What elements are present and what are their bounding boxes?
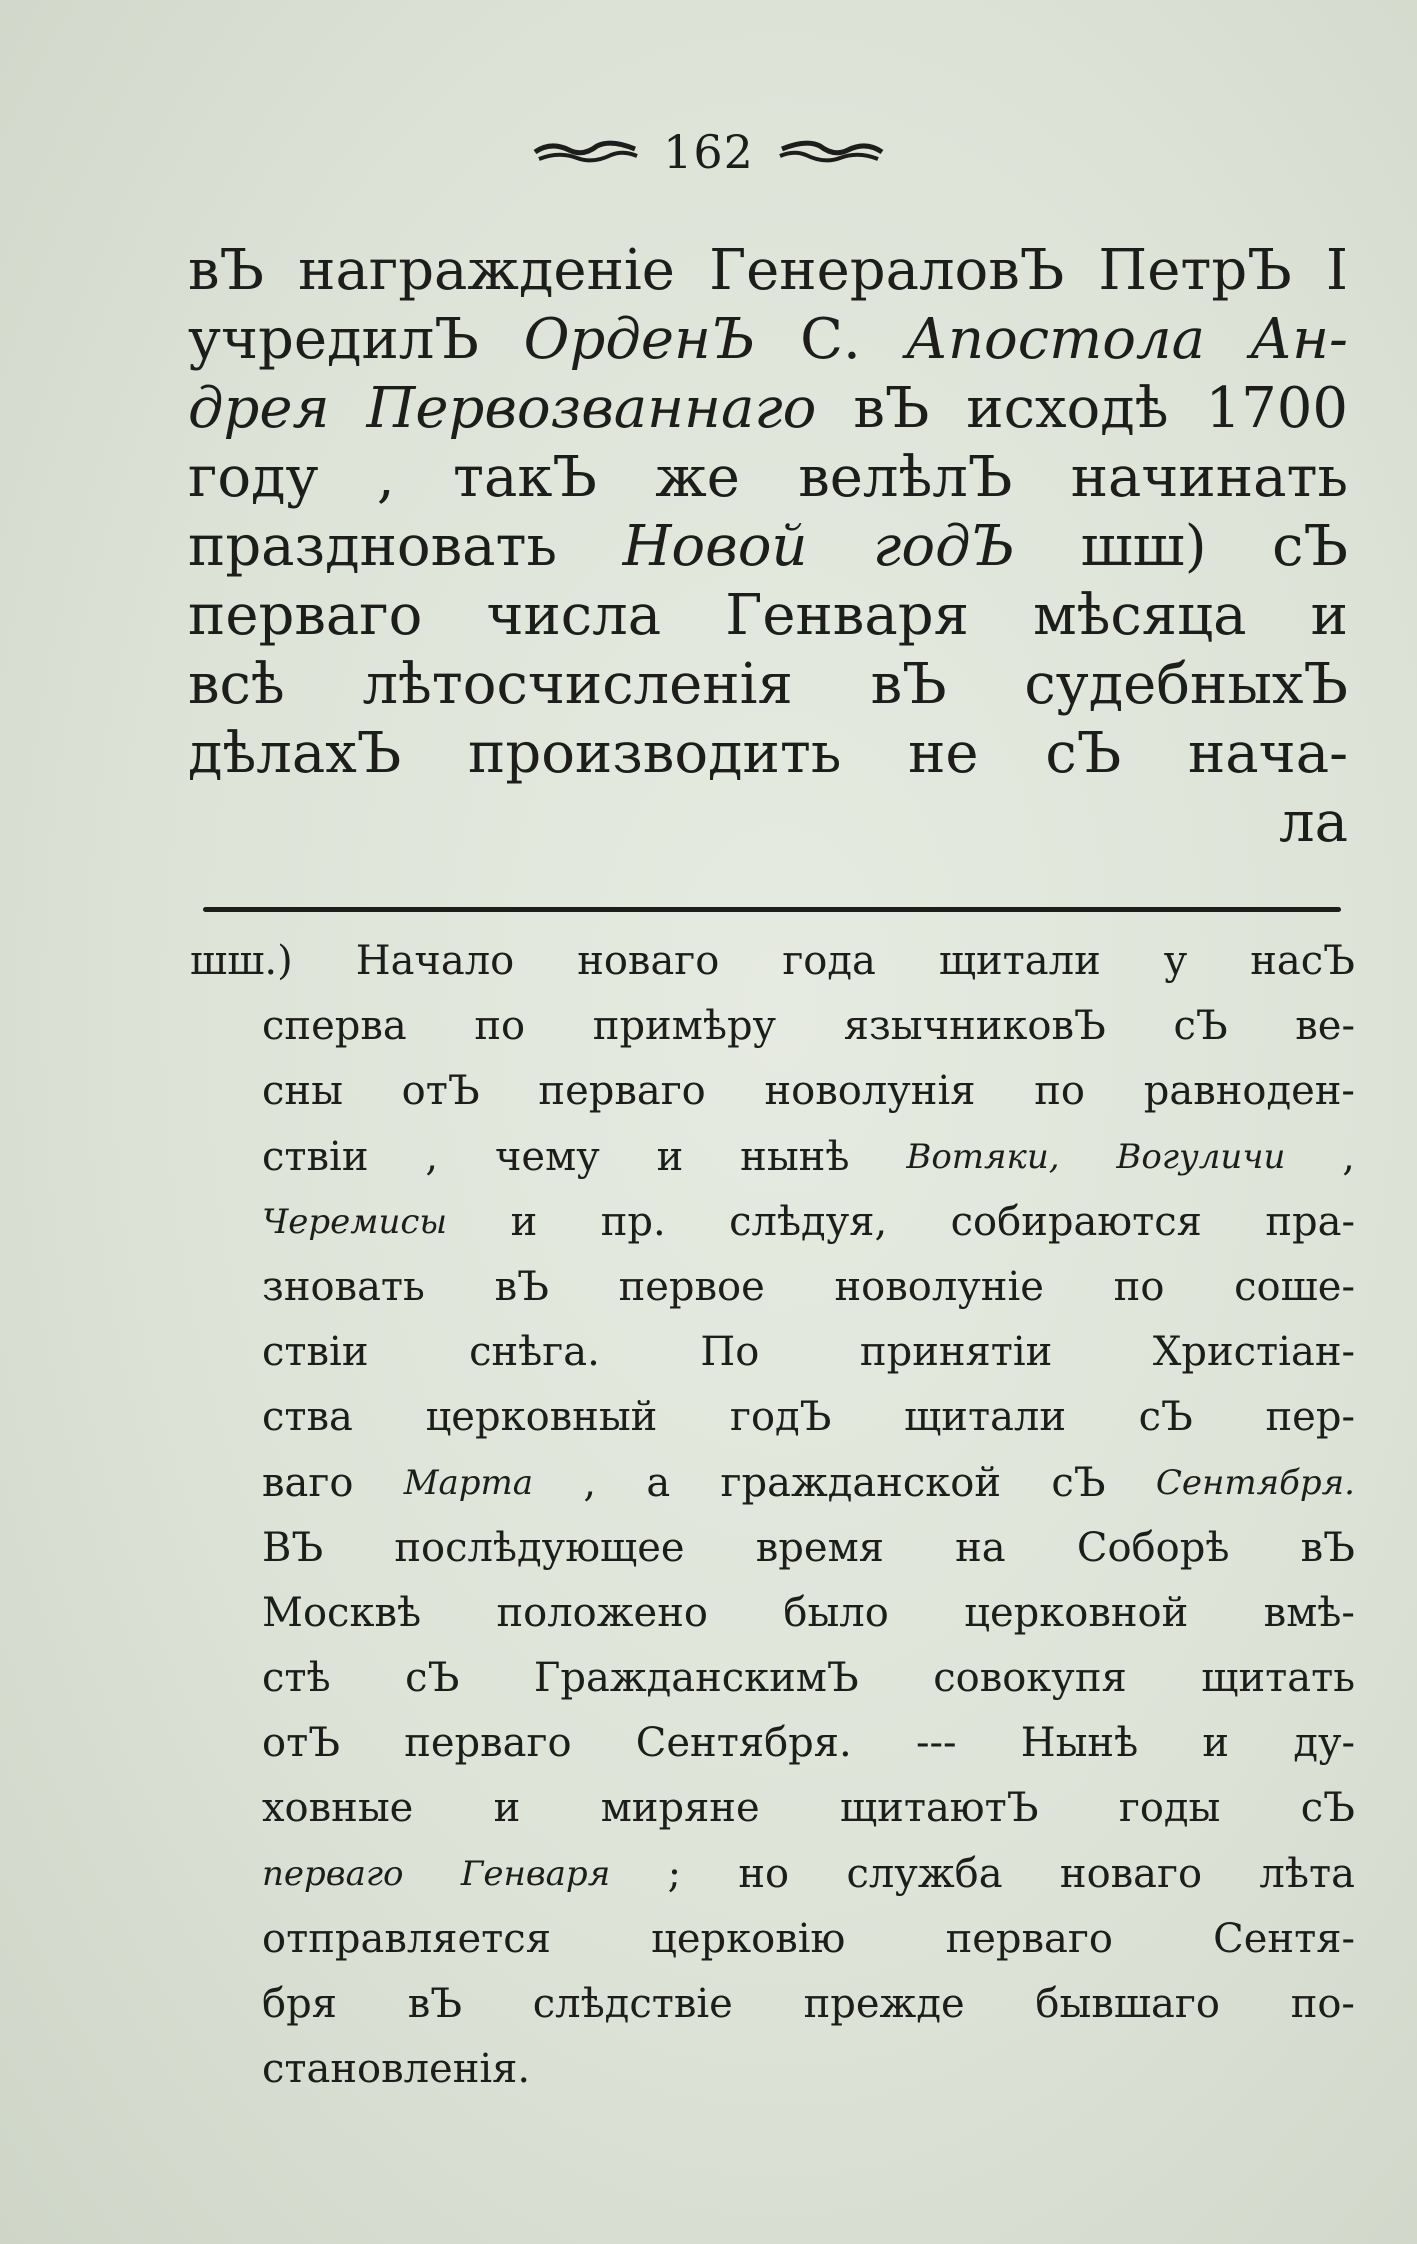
word: мѣсяца bbox=[1033, 583, 1247, 648]
word: ГенераловЪ bbox=[709, 238, 1065, 303]
word: насЪ bbox=[1250, 938, 1355, 984]
footnote bbox=[190, 929, 1355, 2102]
footnote-line bbox=[190, 1385, 1355, 1450]
word: перваго bbox=[945, 1915, 1113, 1962]
word-italic: дрея bbox=[188, 376, 330, 441]
text-line bbox=[188, 512, 1348, 581]
word: новолуніе bbox=[834, 1263, 1044, 1310]
footnote-line bbox=[190, 994, 1355, 1059]
word: Сентя- bbox=[1213, 1915, 1355, 1962]
word: вмѣ- bbox=[1263, 1589, 1355, 1636]
word: производить bbox=[468, 721, 842, 786]
word-italic: Генваря bbox=[460, 1853, 611, 1894]
word: церковію bbox=[651, 1915, 846, 1962]
footnote-marker: шш.) bbox=[190, 938, 293, 984]
word: ствіи bbox=[262, 1133, 369, 1180]
word: щитаютЪ bbox=[839, 1785, 1039, 1832]
footnote-line bbox=[190, 1646, 1355, 1711]
text-line bbox=[188, 236, 1348, 305]
footnote-ref: шш) bbox=[1080, 514, 1207, 579]
text-line bbox=[188, 305, 1348, 374]
right-ornament-icon bbox=[776, 137, 886, 167]
word: а bbox=[646, 1459, 671, 1506]
word: всѣ bbox=[188, 652, 285, 717]
word: Начало bbox=[355, 938, 515, 984]
word: слѣдствіе bbox=[532, 1981, 733, 2027]
word-italic: Первозваннаго bbox=[366, 376, 817, 441]
word-italic: Вотяки, bbox=[906, 1136, 1060, 1177]
word: примѣру bbox=[592, 1003, 777, 1050]
word: исходѣ bbox=[966, 376, 1169, 441]
footnote-divider bbox=[203, 907, 1341, 912]
word: С. bbox=[800, 307, 861, 372]
word: зновать bbox=[262, 1263, 425, 1310]
footnote-line bbox=[190, 1255, 1355, 1320]
word: и bbox=[1202, 1720, 1230, 1767]
word: вЪ bbox=[188, 238, 265, 303]
word: лѣта bbox=[1259, 1850, 1355, 1897]
word: и bbox=[656, 1133, 684, 1180]
word: , bbox=[1342, 1133, 1355, 1180]
word-italic: Новой bbox=[622, 514, 808, 579]
word: по- bbox=[1290, 1981, 1355, 2027]
word: щитали bbox=[938, 938, 1101, 984]
word: годЪ bbox=[729, 1394, 832, 1441]
word: начинать bbox=[1070, 445, 1348, 510]
word: сперва bbox=[262, 1003, 407, 1050]
word: перваго bbox=[404, 1720, 572, 1767]
word: вЪ bbox=[494, 1263, 549, 1310]
word: и bbox=[510, 1198, 538, 1245]
footnote-line bbox=[190, 1711, 1355, 1776]
word: первое bbox=[618, 1263, 765, 1310]
footnote-line bbox=[190, 1776, 1355, 1841]
page-header bbox=[0, 122, 1417, 182]
word: года bbox=[782, 938, 876, 984]
word: новаго bbox=[1059, 1850, 1203, 1897]
word: язычниковЪ bbox=[843, 1003, 1106, 1050]
word: но bbox=[738, 1850, 790, 1897]
word: сЪ bbox=[1045, 721, 1122, 786]
word: щитать bbox=[1201, 1655, 1355, 1702]
word: , bbox=[376, 445, 395, 510]
footnote-line bbox=[190, 1125, 1355, 1190]
footnote-line bbox=[190, 1972, 1355, 2037]
footnote-line bbox=[190, 1451, 1355, 1516]
word: и bbox=[1310, 583, 1348, 648]
catchword: ла bbox=[1279, 790, 1348, 855]
word: судебныхЪ bbox=[1024, 652, 1348, 717]
word: пр. bbox=[600, 1198, 666, 1245]
word: по bbox=[1034, 1068, 1085, 1115]
word: и bbox=[493, 1785, 521, 1832]
word: Москвѣ bbox=[262, 1589, 422, 1636]
word: время bbox=[755, 1524, 884, 1571]
word: послѣдующее bbox=[394, 1524, 685, 1571]
word: слѣдуя, bbox=[729, 1198, 888, 1245]
word: перваго bbox=[188, 583, 423, 648]
word: по bbox=[1113, 1263, 1165, 1310]
word: нача- bbox=[1187, 721, 1348, 786]
dash: --- bbox=[915, 1720, 957, 1767]
word: сЪ bbox=[1051, 1459, 1106, 1506]
word: совокупя bbox=[933, 1655, 1127, 1702]
word: положено bbox=[496, 1589, 708, 1636]
word-italic: Апостола bbox=[905, 307, 1205, 372]
word: же bbox=[655, 445, 740, 510]
word: ду- bbox=[1293, 1720, 1355, 1767]
word: вЪ bbox=[870, 652, 947, 717]
word: I bbox=[1325, 238, 1348, 303]
word: бывшаго bbox=[1035, 1981, 1220, 2027]
word: нынѣ bbox=[740, 1133, 850, 1180]
word: дѣлахЪ bbox=[188, 721, 402, 786]
word: становленія. bbox=[262, 2046, 531, 2093]
word-italic: Черемисы bbox=[262, 1201, 448, 1242]
footnote-line bbox=[190, 929, 1355, 994]
word: Сентября. bbox=[635, 1720, 852, 1767]
word: миряне bbox=[600, 1785, 760, 1832]
main-text bbox=[188, 236, 1348, 857]
word: , bbox=[583, 1459, 597, 1506]
word: вЪ bbox=[853, 376, 930, 441]
word: прежде bbox=[803, 1981, 965, 2027]
footnote-line bbox=[190, 1581, 1355, 1646]
word: учредилЪ bbox=[188, 307, 479, 372]
word: ховные bbox=[262, 1785, 414, 1832]
word: пра- bbox=[1265, 1198, 1355, 1245]
word: сЪ bbox=[1272, 514, 1348, 579]
word: перваго bbox=[538, 1068, 706, 1115]
word: собираются bbox=[950, 1198, 1202, 1245]
word: отЪ bbox=[262, 1720, 340, 1767]
word-italic: годЪ bbox=[873, 514, 1016, 579]
word: стѣ bbox=[262, 1655, 331, 1702]
word-italic: перваго bbox=[262, 1853, 404, 1894]
word: снѣга. bbox=[469, 1329, 600, 1376]
word: служба bbox=[846, 1850, 1003, 1897]
footnote-line bbox=[190, 1320, 1355, 1385]
word: отправляется bbox=[262, 1915, 551, 1962]
word: ства bbox=[262, 1394, 353, 1441]
text-line bbox=[188, 719, 1348, 788]
word: церковной bbox=[964, 1589, 1189, 1636]
text-line bbox=[188, 443, 1348, 512]
word: 1700 bbox=[1205, 376, 1348, 441]
word-italic: Вогуличи bbox=[1116, 1136, 1286, 1177]
word: Генваря bbox=[725, 583, 969, 648]
word: сЪ bbox=[1138, 1394, 1193, 1441]
word: сны bbox=[262, 1068, 343, 1115]
word: равноден- bbox=[1143, 1068, 1355, 1115]
text-line bbox=[188, 374, 1348, 443]
word: Нынѣ bbox=[1020, 1720, 1139, 1767]
word: награжденіе bbox=[298, 238, 675, 303]
word: По bbox=[700, 1329, 760, 1376]
word: гражданской bbox=[720, 1459, 1002, 1506]
word: у bbox=[1163, 938, 1188, 984]
footnote-line bbox=[190, 1907, 1355, 1972]
word: сЪ bbox=[405, 1655, 460, 1702]
word: ствіи bbox=[262, 1329, 369, 1376]
word: сЪ bbox=[1173, 1003, 1228, 1050]
word: сЪ bbox=[1300, 1785, 1355, 1832]
word: ваго bbox=[262, 1459, 354, 1506]
footnote-line bbox=[190, 1190, 1355, 1255]
word: чему bbox=[494, 1133, 600, 1180]
word: принятіи bbox=[859, 1329, 1053, 1376]
text-line bbox=[188, 650, 1348, 719]
word: такЪ bbox=[453, 445, 597, 510]
footnote-line bbox=[190, 1059, 1355, 1124]
word: ГражданскимЪ bbox=[533, 1655, 859, 1702]
word: новолунія bbox=[764, 1068, 976, 1115]
word: щитали bbox=[904, 1394, 1066, 1441]
word-italic: Марта bbox=[403, 1462, 534, 1503]
word-italic: Сентября. bbox=[1155, 1462, 1355, 1503]
word: году bbox=[188, 445, 319, 510]
text-line bbox=[188, 581, 1348, 650]
word: было bbox=[783, 1589, 889, 1636]
word: лѣтосчисленія bbox=[362, 652, 793, 717]
word: пер- bbox=[1265, 1394, 1355, 1441]
footnote-line bbox=[190, 1516, 1355, 1581]
footnote-line bbox=[190, 2037, 1355, 2102]
word: ВЪ bbox=[262, 1524, 324, 1571]
word: велѣлЪ bbox=[798, 445, 1013, 510]
word: числа bbox=[486, 583, 662, 648]
word: ве- bbox=[1295, 1003, 1355, 1050]
word-italic: ОрденЪ bbox=[523, 307, 756, 372]
catchword-line bbox=[188, 788, 1348, 857]
word-italic: Ан- bbox=[1249, 307, 1348, 372]
word: не bbox=[908, 721, 979, 786]
word: вЪ bbox=[1300, 1524, 1355, 1571]
word: годы bbox=[1118, 1785, 1221, 1832]
word: новаго bbox=[577, 938, 720, 984]
word: ; bbox=[667, 1850, 682, 1897]
page-number: 162 bbox=[663, 125, 754, 179]
word: на bbox=[955, 1524, 1006, 1571]
word: вЪ bbox=[407, 1981, 462, 2027]
word: отЪ bbox=[401, 1068, 480, 1115]
word: церковный bbox=[425, 1394, 658, 1441]
left-ornament-icon bbox=[531, 137, 641, 167]
word: соше- bbox=[1234, 1263, 1355, 1310]
word: бря bbox=[262, 1981, 337, 2027]
word: ПетрЪ bbox=[1098, 238, 1292, 303]
footnote-line bbox=[190, 1842, 1355, 1907]
word: , bbox=[425, 1133, 439, 1180]
word: Христіан- bbox=[1152, 1329, 1355, 1376]
word: по bbox=[474, 1003, 526, 1050]
word: Соборѣ bbox=[1076, 1524, 1230, 1571]
word: праздновать bbox=[188, 514, 558, 579]
